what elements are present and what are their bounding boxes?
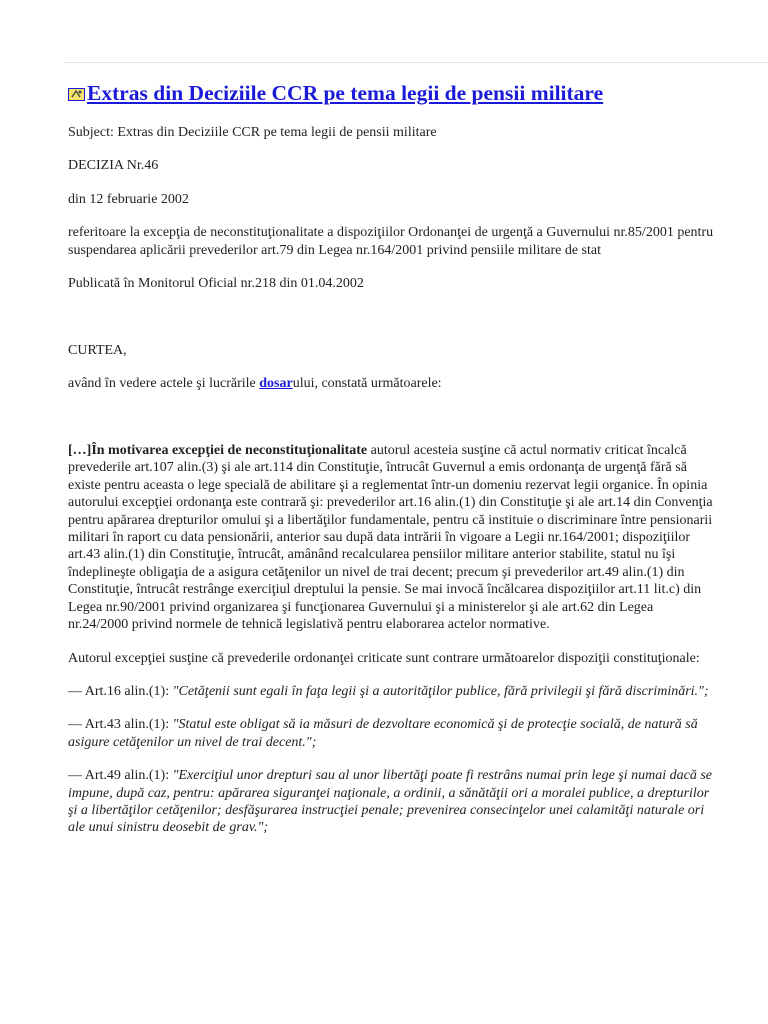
author-claim-paragraph: Autorul excepţiei susţine că prevederile ordonanţei criticate sunt contrare următoarelor dispoziţii constituţionale:	[68, 650, 700, 666]
quote-reference: — Art.43 alin.(1):	[68, 717, 173, 733]
quote-art16	[68, 683, 716, 700]
quote-text: "Statul este obligat să ia măsuri de dezvoltare economică şi de protecţie socială, de natură să asigure cetăţenilor un nivel de trai decent.";	[68, 717, 698, 750]
document-page	[68, 78, 716, 853]
quote-reference: — Art.49 alin.(1):	[68, 768, 173, 784]
decision-date: din 12 februarie 2002	[68, 191, 189, 207]
motivation-text: autorul acesteia susţine că actul normativ criticat încalcă prevederile art.107 alin.(3) şi ale art.114 din Constituţie, întrucât Guvernul a emis ordonanţa de urgenţă fără să existe pentru aceasta o lege specială de abilitare şi a reglementat într-un domeniu rezervat legii organice. În opinia autorului excepţiei ordonanţa este contrară şi: prevederilor art.16 alin.(1) din Constituţie şi ale art.14 din Convenţia pentru apărarea drepturilor omului şi a libertăţilor fundamentale, pentru că instituie o discriminare între pensionarii militari în raport cu data pensionării, anterior sau după data intrării în vigoare a Legii nr.164/2001; dispoziţiilor art.43 alin.(1) din Constituţie, întrucât, amânând recalcularea pensiilor militare anterior stabilite, statul nu îşi îndeplineşte obligaţia de a asigura cetăţenilor un nivel de trai decent; precum şi prevederilor art.49 alin.(1) din Constituţie, întrucât restrânge exerciţiul dreptului la pensie. Se mai invocă încălcarea dispoziţiilor art.11 lit.c) din Legea nr.90/2001 privind organizarea şi funcţionarea Guvernului şi a ministerelor şi ale art.62 din Legea nr.24/2000 privind normele de tehnică legislativă pentru elaborarea actelor normative.	[68, 443, 713, 633]
motivation-heading: […]În motivarea excepţiei de neconstituţionalitate	[68, 443, 368, 459]
court-intro	[68, 375, 716, 392]
dosar-link[interactable]: dosar	[259, 376, 293, 392]
quote-text: "Exerciţiul unor drepturi sau al unor libertăţi poate fi restrâns numai prin lege şi numai dacă se impune, după caz, pentru: apărarea siguranţei naţionale, a ordinii, a sănătăţii ori a moralei publice, a drepturilor şi a libertăţilor cetăţenilor; desfăşurarea instrucţiei penale; prevenirea consecinţelor unei calamităţi naturale ori ale unui sinistru deosebit de grav.";	[68, 768, 713, 836]
court-heading: CURTEA,	[68, 342, 127, 358]
quote-art43	[68, 716, 716, 751]
title-link[interactable]: Extras din Deciziile CCR pe tema legii de pensii militare	[87, 81, 604, 105]
decision-reference: referitoare la excepţia de neconstituţionalitate a dispoziţiilor Ordonanţei de urgenţă a Guvernului nr.85/2001 pentru suspendarea aplicării prevederilor art.79 din Legea nr.164/2001 privind pensiile militare de stat	[68, 225, 714, 258]
page-title	[68, 78, 716, 108]
publication-line: Publicată în Monitorul Oficial nr.218 din 01.04.2002	[68, 276, 364, 292]
court-intro-text-end: ului, constată următoarele:	[292, 376, 442, 392]
link-document-icon[interactable]	[68, 79, 85, 92]
blank-line	[68, 409, 716, 426]
subject-line: Subject: Extras din Deciziile CCR pe tema legii de pensii militare	[68, 125, 437, 140]
quote-art49	[68, 767, 716, 837]
blank-line	[68, 308, 716, 325]
quote-text: "Cetăţenii sunt egali în faţa legii şi a autorităţilor publice, fără privilegii şi fără discriminări.";	[172, 683, 709, 699]
quote-reference: — Art.16 alin.(1):	[68, 683, 173, 699]
top-divider	[64, 62, 768, 63]
decision-number: DECIZIA Nr.46	[68, 158, 159, 174]
court-intro-text: având în vedere actele şi lucrările	[68, 376, 260, 392]
motivation-paragraph	[68, 442, 716, 633]
